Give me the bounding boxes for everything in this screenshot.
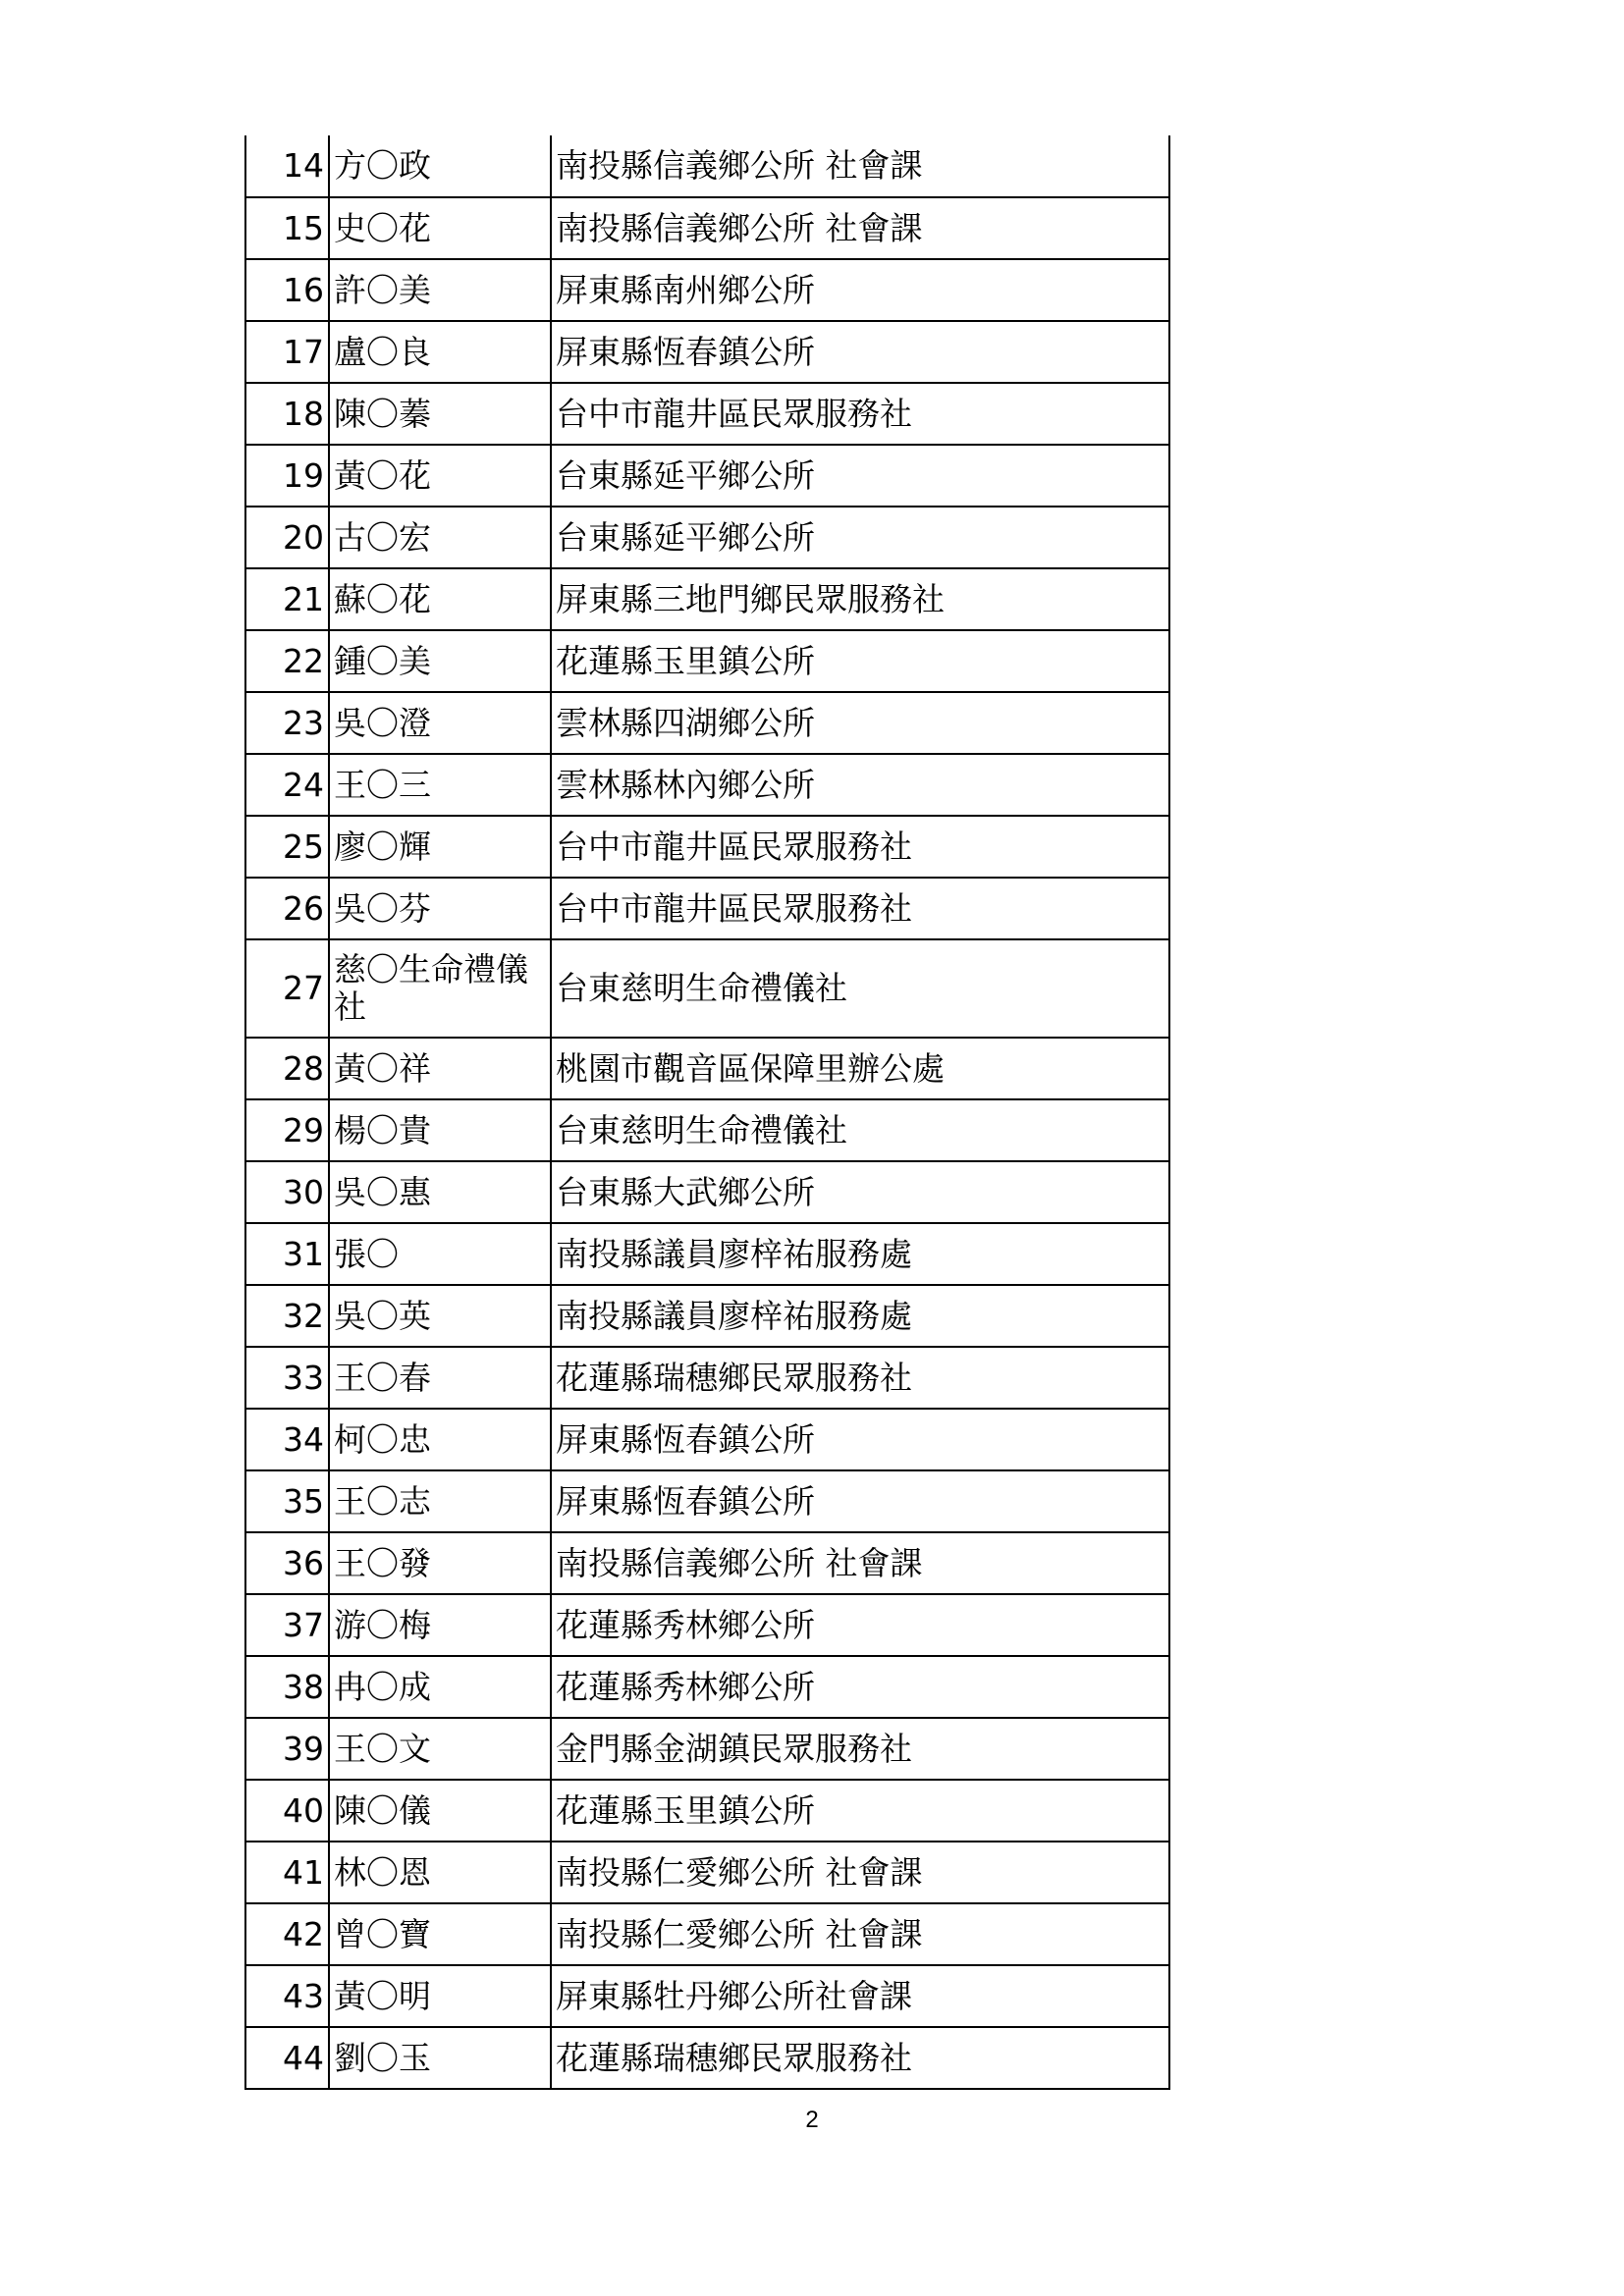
- table-row: [245, 135, 1169, 197]
- table-row: [245, 1409, 1169, 1470]
- name-cell: 林〇恩: [329, 1842, 551, 1903]
- row-number: 29: [245, 1099, 329, 1161]
- table-row: [245, 1099, 1169, 1161]
- row-number: 26: [245, 878, 329, 939]
- name-cell: 陳〇蓁: [329, 383, 551, 445]
- organization-cell: 金門縣金湖鎮民眾服務社: [551, 1718, 1169, 1780]
- row-number: 32: [245, 1285, 329, 1347]
- table-row: [245, 1038, 1169, 1099]
- organization-cell: 屏東縣恆春鎮公所: [551, 321, 1169, 383]
- name-cell: 吳〇芬: [329, 878, 551, 939]
- row-number: 44: [245, 2027, 329, 2089]
- table-row: [245, 507, 1169, 568]
- table-row: [245, 1223, 1169, 1285]
- name-cell: 冉〇成: [329, 1656, 551, 1718]
- row-number: 37: [245, 1594, 329, 1656]
- row-number: 21: [245, 568, 329, 630]
- table-row: [245, 2027, 1169, 2089]
- table-row: [245, 1903, 1169, 1965]
- table-row: [245, 692, 1169, 754]
- table-row: [245, 445, 1169, 507]
- row-number: 35: [245, 1470, 329, 1532]
- row-number: 42: [245, 1903, 329, 1965]
- table-row: [245, 568, 1169, 630]
- organization-cell: 台中市龍井區民眾服務社: [551, 383, 1169, 445]
- organization-cell: 花蓮縣玉里鎮公所: [551, 630, 1169, 692]
- name-cell: 古〇宏: [329, 507, 551, 568]
- row-number: 17: [245, 321, 329, 383]
- row-number: 41: [245, 1842, 329, 1903]
- name-cell: 慈〇生命禮儀社: [329, 939, 551, 1038]
- organization-cell: 台東縣延平鄉公所: [551, 445, 1169, 507]
- organization-cell: 桃園市觀音區保障里辦公處: [551, 1038, 1169, 1099]
- row-number: 39: [245, 1718, 329, 1780]
- organization-cell: 台中市龍井區民眾服務社: [551, 816, 1169, 878]
- organization-cell: 南投縣仁愛鄉公所 社會課: [551, 1903, 1169, 1965]
- name-cell: 曾〇寶: [329, 1903, 551, 1965]
- row-number: 34: [245, 1409, 329, 1470]
- row-number: 33: [245, 1347, 329, 1409]
- organization-cell: 屏東縣恆春鎮公所: [551, 1409, 1169, 1470]
- table-row: [245, 1718, 1169, 1780]
- name-cell: 王〇文: [329, 1718, 551, 1780]
- table-row: [245, 1161, 1169, 1223]
- organization-cell: 南投縣議員廖梓祐服務處: [551, 1285, 1169, 1347]
- table-row: [245, 1594, 1169, 1656]
- table-row: [245, 1470, 1169, 1532]
- organization-cell: 雲林縣四湖鄉公所: [551, 692, 1169, 754]
- table-row: [245, 630, 1169, 692]
- row-number: 36: [245, 1532, 329, 1594]
- table-row: [245, 1656, 1169, 1718]
- table-row: [245, 321, 1169, 383]
- name-cell: 王〇志: [329, 1470, 551, 1532]
- roster-table: [244, 135, 1170, 2090]
- organization-cell: 台東縣大武鄉公所: [551, 1161, 1169, 1223]
- row-number: 43: [245, 1965, 329, 2027]
- name-cell: 楊〇貴: [329, 1099, 551, 1161]
- organization-cell: 花蓮縣秀林鄉公所: [551, 1656, 1169, 1718]
- table-row: [245, 939, 1169, 1038]
- name-cell: 鍾〇美: [329, 630, 551, 692]
- organization-cell: 屏東縣恆春鎮公所: [551, 1470, 1169, 1532]
- organization-cell: 台東慈明生命禮儀社: [551, 939, 1169, 1038]
- name-cell: 蘇〇花: [329, 568, 551, 630]
- organization-cell: 台東縣延平鄉公所: [551, 507, 1169, 568]
- table-row: [245, 383, 1169, 445]
- roster-body: [245, 135, 1169, 2089]
- table-row: [245, 1532, 1169, 1594]
- name-cell: 吳〇英: [329, 1285, 551, 1347]
- row-number: 19: [245, 445, 329, 507]
- name-cell: 陳〇儀: [329, 1780, 551, 1842]
- row-number: 25: [245, 816, 329, 878]
- name-cell: 吳〇澄: [329, 692, 551, 754]
- row-number: 30: [245, 1161, 329, 1223]
- name-cell: 史〇花: [329, 197, 551, 259]
- organization-cell: 南投縣信義鄉公所 社會課: [551, 135, 1169, 197]
- table-row: [245, 1965, 1169, 2027]
- name-cell: 黃〇花: [329, 445, 551, 507]
- organization-cell: 屏東縣三地門鄉民眾服務社: [551, 568, 1169, 630]
- row-number: 28: [245, 1038, 329, 1099]
- organization-cell: 南投縣信義鄉公所 社會課: [551, 1532, 1169, 1594]
- organization-cell: 花蓮縣瑞穗鄉民眾服務社: [551, 2027, 1169, 2089]
- name-cell: 方〇政: [329, 135, 551, 197]
- name-cell: 柯〇忠: [329, 1409, 551, 1470]
- name-cell: 王〇三: [329, 754, 551, 816]
- row-number: 14: [245, 135, 329, 197]
- organization-cell: 台中市龍井區民眾服務社: [551, 878, 1169, 939]
- table-row: [245, 1285, 1169, 1347]
- row-number: 24: [245, 754, 329, 816]
- table-row: [245, 1842, 1169, 1903]
- name-cell: 黃〇明: [329, 1965, 551, 2027]
- name-cell: 游〇梅: [329, 1594, 551, 1656]
- row-number: 23: [245, 692, 329, 754]
- row-number: 22: [245, 630, 329, 692]
- organization-cell: 花蓮縣玉里鎮公所: [551, 1780, 1169, 1842]
- name-cell: 王〇春: [329, 1347, 551, 1409]
- organization-cell: 南投縣信義鄉公所 社會課: [551, 197, 1169, 259]
- name-cell: 黃〇祥: [329, 1038, 551, 1099]
- table-row: [245, 878, 1169, 939]
- name-cell: 王〇發: [329, 1532, 551, 1594]
- name-cell: 廖〇輝: [329, 816, 551, 878]
- table-row: [245, 197, 1169, 259]
- table-row: [245, 816, 1169, 878]
- organization-cell: 台東慈明生命禮儀社: [551, 1099, 1169, 1161]
- organization-cell: 南投縣仁愛鄉公所 社會課: [551, 1842, 1169, 1903]
- page-number: 2: [805, 2107, 819, 2133]
- row-number: 18: [245, 383, 329, 445]
- row-number: 31: [245, 1223, 329, 1285]
- organization-cell: 花蓮縣瑞穗鄉民眾服務社: [551, 1347, 1169, 1409]
- table-row: [245, 259, 1169, 321]
- organization-cell: 屏東縣南州鄉公所: [551, 259, 1169, 321]
- row-number: 40: [245, 1780, 329, 1842]
- row-number: 27: [245, 939, 329, 1038]
- row-number: 15: [245, 197, 329, 259]
- name-cell: 吳〇惠: [329, 1161, 551, 1223]
- organization-cell: 南投縣議員廖梓祐服務處: [551, 1223, 1169, 1285]
- name-cell: 劉〇玉: [329, 2027, 551, 2089]
- name-cell: 盧〇良: [329, 321, 551, 383]
- row-number: 38: [245, 1656, 329, 1718]
- name-cell: 張〇: [329, 1223, 551, 1285]
- table-row: [245, 1780, 1169, 1842]
- organization-cell: 花蓮縣秀林鄉公所: [551, 1594, 1169, 1656]
- table-row: [245, 1347, 1169, 1409]
- row-number: 20: [245, 507, 329, 568]
- table-row: [245, 754, 1169, 816]
- organization-cell: 雲林縣林內鄉公所: [551, 754, 1169, 816]
- name-cell: 許〇美: [329, 259, 551, 321]
- row-number: 16: [245, 259, 329, 321]
- organization-cell: 屏東縣牡丹鄉公所社會課: [551, 1965, 1169, 2027]
